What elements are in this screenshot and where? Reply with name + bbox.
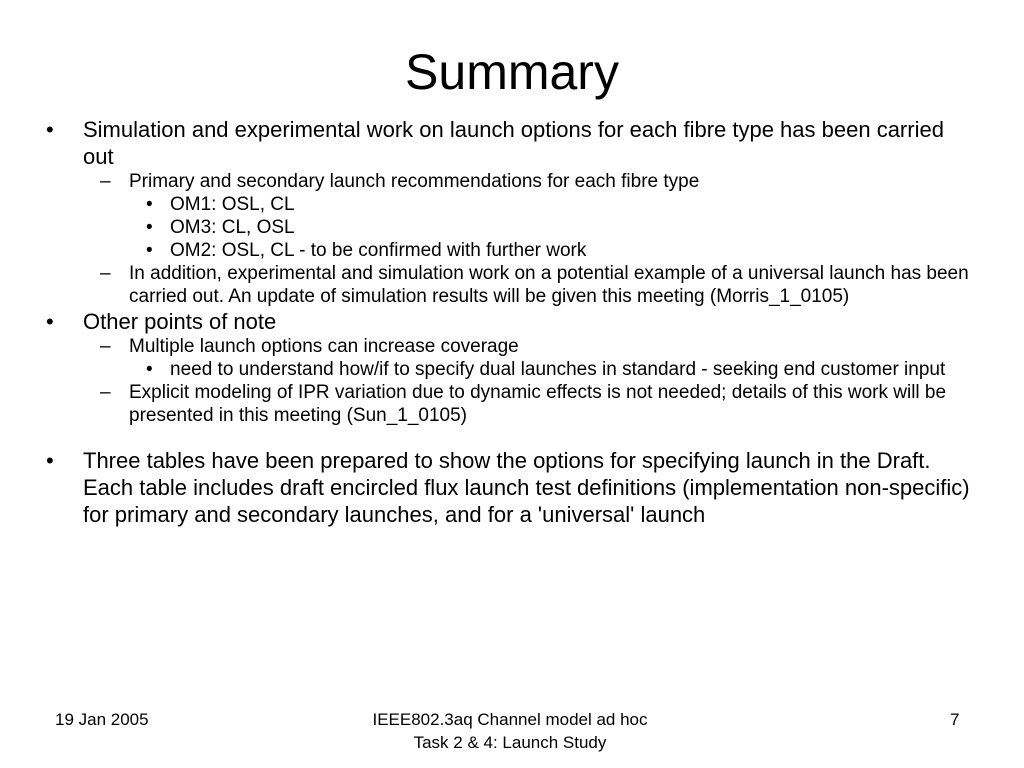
subsubbullet-text: OM3: CL, OSL: [170, 217, 295, 238]
subsubbullet-om3: [40, 216, 975, 239]
spacer: [40, 427, 975, 447]
subbullet-text: Primary and secondary launch recommendations for each fibre type: [129, 171, 700, 192]
bullet-three-tables: [40, 447, 975, 528]
subbullet-ipr-variation: [40, 381, 975, 427]
subbullet-text: Explicit modeling of IPR variation due to dynamic effects is not needed; details of this work will be presented in this meeting (Sun_1_0105): [129, 382, 947, 426]
subbullet-multiple-launch: [40, 335, 975, 358]
dash-marker: –: [100, 382, 111, 403]
bullet-marker: •: [146, 217, 153, 238]
bullet-marker: •: [146, 359, 153, 380]
subsubbullet-text: OM1: OSL, CL: [170, 194, 295, 215]
bullet-marker: •: [146, 194, 153, 215]
slide-content: [40, 116, 975, 528]
slide-title: Summary: [405, 44, 619, 100]
bullet-text: Other points of note: [83, 309, 277, 334]
subbullet-universal-launch: [40, 262, 975, 308]
bullet-marker: •: [146, 240, 153, 261]
footer-title-line2: Task 2 & 4: Launch Study: [413, 733, 607, 752]
bullet-marker: •: [46, 117, 54, 142]
subsubbullet-dual-launches: [40, 358, 975, 381]
dash-marker: –: [100, 263, 111, 284]
bullet-marker: •: [46, 448, 54, 473]
subsubbullet-text: OM2: OSL, CL - to be confirmed with further work: [170, 240, 587, 261]
subbullet-primary-secondary: [40, 170, 975, 193]
bullet-other-points: [40, 308, 975, 335]
subbullet-text: Multiple launch options can increase coverage: [129, 336, 519, 357]
bullet-simulation-work: [40, 116, 975, 170]
subsubbullet-om2: [40, 239, 975, 262]
bullet-text: Three tables have been prepared to show the options for specifying launch in the Draft. Each table includes draft encircled flux launch test definitions (implementation non-specific) for primary and secondary launches, and for a 'universal' launch: [83, 448, 970, 527]
bullet-text: Simulation and experimental work on launch options for each fibre type has been carried out: [83, 117, 944, 169]
page-number: 7: [950, 710, 960, 729]
subsubbullet-om1: [40, 193, 975, 216]
bullet-marker: •: [46, 309, 54, 334]
subbullet-text: In addition, experimental and simulation work on a potential example of a universal launch has been carried out. An update of simulation results will be given this meeting (Morris_1_0105): [129, 263, 969, 307]
footer-title: [300, 708, 720, 754]
subsubbullet-text: need to understand how/if to specify dual launches in standard - seeking end customer input: [170, 359, 946, 380]
footer-title-line1: IEEE802.3aq Channel model ad hoc: [372, 710, 648, 729]
dash-marker: –: [100, 171, 111, 192]
footer-date: 19 Jan 2005: [55, 710, 149, 729]
dash-marker: –: [100, 336, 111, 357]
